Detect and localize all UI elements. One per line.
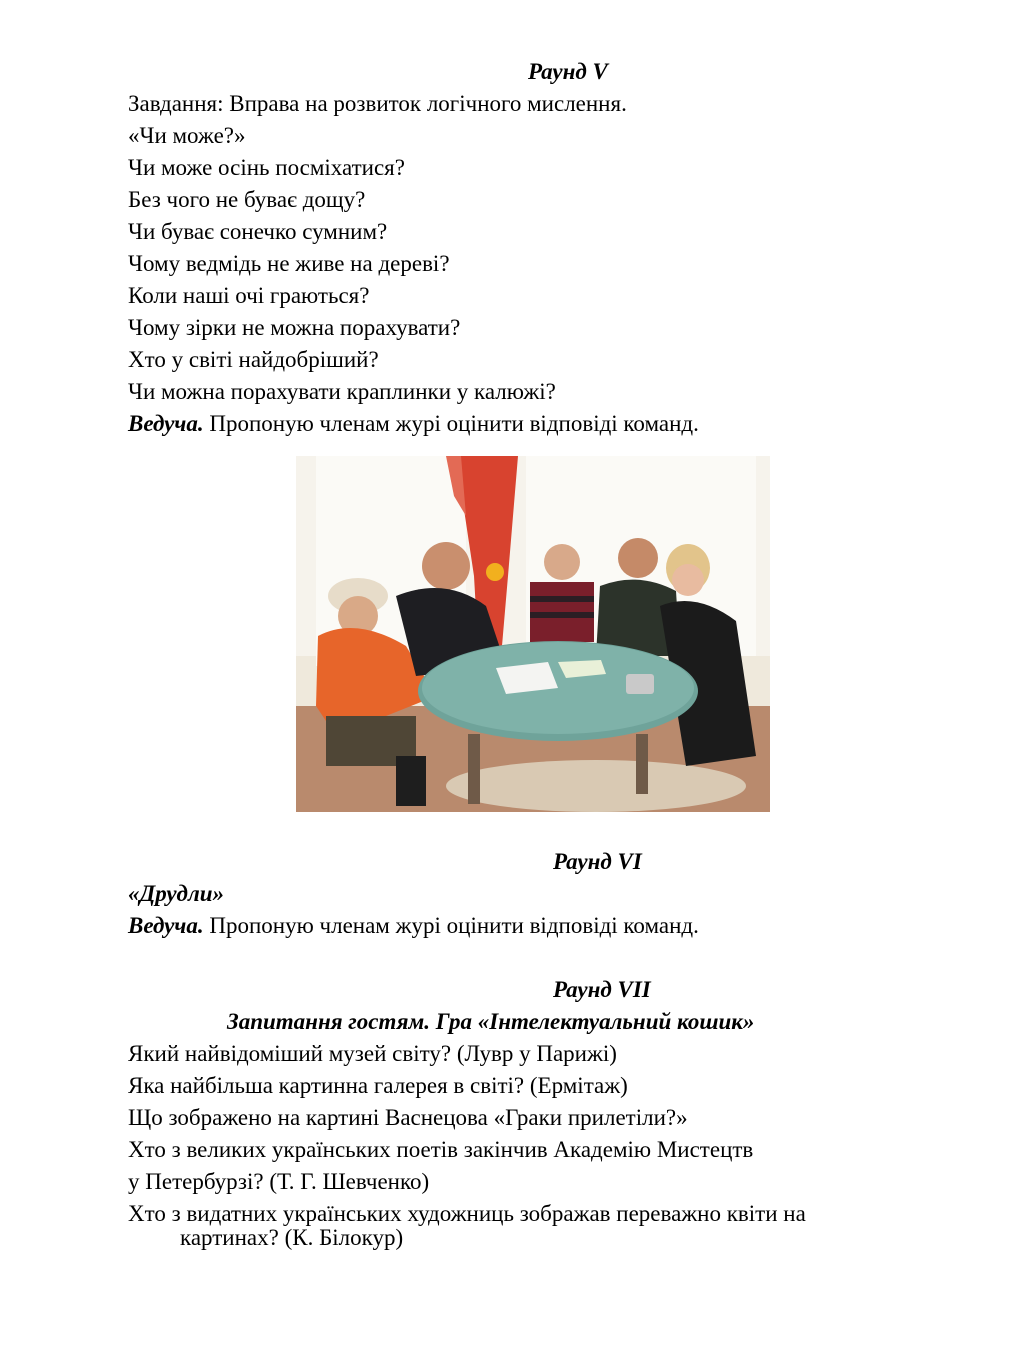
round6-host-line	[128, 910, 699, 942]
round5-question: Чому зірки не можна порахувати?	[128, 315, 461, 340]
round5-subtitle: «Чи може?»	[128, 123, 246, 148]
round6-subtitle: «Друдли»	[128, 881, 225, 906]
round7-question: картинах? (К. Білокур)	[180, 1225, 404, 1250]
round5-question: Чому ведмідь не живе на дереві?	[128, 251, 450, 276]
host-label: Ведуча.	[128, 913, 204, 938]
round7-question: Хто з великих українських поетів закінчив Академію Мистецтв	[128, 1137, 754, 1162]
round5-question: Чи буває сонечко сумним?	[128, 219, 388, 244]
host-text: Пропоную членам журі оцінити відповіді команд.	[203, 913, 699, 938]
round5-question: Чи може осінь посміхатися?	[128, 155, 405, 180]
round7-subtitle: Запитання гостям. Гра «Інтелектуальний кошик»	[227, 1009, 755, 1034]
round5-question: Без чого не буває дощу?	[128, 187, 366, 212]
round5-question: Коли наші очі граються?	[128, 283, 370, 308]
round5-task: Завдання: Вправа на розвиток логічного мислення.	[128, 91, 627, 116]
round5-heading: Раунд V	[528, 59, 608, 84]
round7-question: Яка найбільша картинна галерея в світі? (Ермітаж)	[128, 1073, 628, 1098]
host-text: Пропоную членам журі оцінити відповіді команд.	[203, 411, 699, 436]
round7-heading: Раунд VII	[553, 977, 651, 1002]
round5-question: Хто у світі найдобріший?	[128, 347, 379, 372]
round5-question: Чи можна порахувати краплинки у калюжі?	[128, 379, 556, 404]
round5-host-line	[128, 408, 699, 440]
round7-question: Що зображено на картині Васнецова «Граки прилетіли?»	[128, 1105, 688, 1130]
round7-question: у Петербурзі? (Т. Г. Шевченко)	[128, 1169, 430, 1194]
round7-question: Який найвідоміший музей світу? (Лувр у Парижі)	[128, 1041, 617, 1066]
round6-heading: Раунд VI	[553, 849, 642, 874]
team-photo	[296, 456, 770, 812]
host-label: Ведуча.	[128, 411, 204, 436]
round7-question: Хто з видатних українських художниць зображав переважно квіти на	[128, 1201, 806, 1226]
